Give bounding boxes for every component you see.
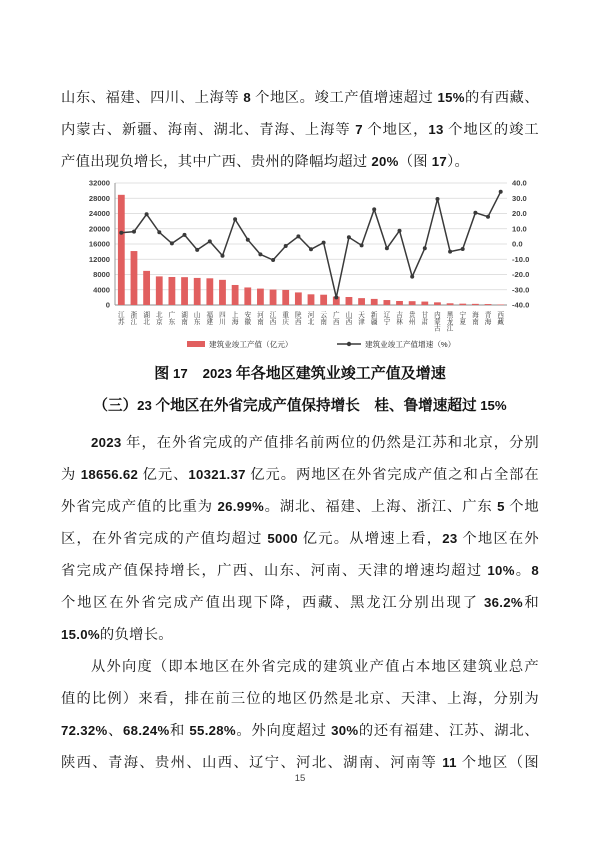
- x-axis-label: 东: [193, 318, 201, 326]
- x-axis-label: 江: [269, 312, 277, 319]
- figure-caption: 图 17 2023 年各地区建筑业竣工产值及增速: [154, 366, 446, 382]
- body-paragraph-1: [61, 82, 539, 178]
- bar: [472, 304, 479, 305]
- x-axis-label: 天: [358, 312, 365, 319]
- x-axis-label: 宁: [383, 318, 391, 326]
- bar: [118, 195, 125, 305]
- line-point: [246, 238, 250, 242]
- bar: [485, 304, 492, 305]
- text-line: 陕西、青海、贵州、山西、辽宁、河北、湖南、河南等 11 个地区（图: [61, 755, 539, 771]
- bar: [257, 289, 264, 305]
- x-axis-label: 黑: [446, 312, 454, 319]
- page-number: 15: [294, 773, 306, 784]
- bar: [358, 298, 365, 305]
- x-axis-label: 四: [219, 312, 226, 319]
- x-axis-label: 新: [370, 312, 378, 319]
- line-point: [296, 234, 300, 238]
- bar: [270, 290, 277, 305]
- right-axis-tick: -30.0: [512, 285, 530, 295]
- x-axis-label: 夏: [459, 318, 467, 326]
- text-line: 为 18656.62 亿元、10321.37 亿元。两地区在外省完成产值之和占全部在: [61, 467, 539, 483]
- x-axis-label: 蒙: [434, 318, 441, 326]
- x-axis-label: 津: [358, 318, 365, 326]
- x-axis-label: 安: [244, 312, 252, 319]
- x-axis-label: 北: [143, 318, 150, 326]
- figure-17: [61, 179, 539, 385]
- line-point: [436, 197, 440, 201]
- left-axis-tick: 4000: [93, 285, 110, 295]
- x-axis-label: 苏: [118, 318, 125, 326]
- line-point: [473, 211, 477, 215]
- left-axis-tick: 0: [105, 300, 110, 310]
- x-axis-label: 内: [434, 312, 441, 319]
- line-point: [309, 247, 313, 251]
- line-point: [145, 212, 149, 216]
- right-axis-tick: 30.0: [512, 193, 527, 203]
- x-axis-label: 辽: [383, 312, 391, 319]
- right-axis-tick: 10.0: [512, 224, 527, 234]
- right-axis-tick: -10.0: [512, 254, 530, 264]
- x-axis-label: 湖: [181, 312, 188, 319]
- x-axis-label: 河: [257, 312, 264, 319]
- x-axis-label: 江: [446, 325, 454, 333]
- line-point: [183, 233, 187, 237]
- bar: [131, 251, 138, 305]
- x-axis-label: 云: [320, 312, 327, 319]
- x-axis-label: 江: [118, 312, 125, 319]
- legend-bar-label: 建筑业竣工产值（亿元）: [209, 340, 293, 349]
- x-axis-label: 龙: [446, 318, 454, 326]
- bar: [497, 305, 504, 306]
- growth-line: [121, 192, 500, 298]
- x-axis-label: 河: [307, 312, 315, 319]
- text-line: 省完成产值保持增长，广西、山东、河南、天津的增速均超过 10%。8: [61, 563, 539, 579]
- bar: [320, 295, 327, 305]
- x-axis-label: 东: [168, 318, 176, 326]
- left-axis-tick: 32000: [88, 179, 110, 188]
- right-axis-tick: -20.0: [512, 270, 530, 280]
- line-point: [208, 239, 212, 243]
- x-axis-label: 南: [181, 318, 188, 326]
- text-line: 内蒙古、新疆、海南、湖北、青海、上海等 7 个地区，13 个地区的竣工: [61, 122, 539, 138]
- text-line: 外省完成产值的比重为 26.99%。湖北、福建、上海、浙江、广东 5 个地: [61, 499, 539, 515]
- line-point: [157, 230, 161, 234]
- bar: [308, 294, 315, 305]
- body-paragraph-2: [61, 427, 539, 651]
- line-point: [398, 229, 402, 233]
- x-axis-label: 林: [396, 318, 403, 326]
- left-axis-tick: 20000: [88, 224, 110, 234]
- x-axis-label: 肃: [421, 318, 429, 326]
- x-axis-label: 南: [472, 318, 479, 326]
- bar: [409, 301, 416, 305]
- right-axis-tick: 20.0: [512, 209, 527, 219]
- line-point: [271, 258, 275, 262]
- line-point: [499, 190, 503, 194]
- line-point: [448, 250, 452, 254]
- x-axis-label: 海: [472, 312, 479, 319]
- left-axis-tick: 12000: [88, 254, 110, 264]
- bar: [459, 304, 466, 305]
- x-axis-label: 京: [155, 318, 163, 326]
- line-point: [372, 207, 376, 211]
- bar: [156, 276, 163, 305]
- x-axis-label: 西: [295, 318, 302, 326]
- legend-line-marker: [347, 342, 351, 346]
- bar: [232, 285, 239, 305]
- line-point: [334, 295, 338, 299]
- bar: [206, 278, 213, 305]
- bar: [346, 297, 353, 305]
- x-axis-label: 南: [257, 318, 264, 326]
- x-axis-label: 西: [345, 318, 353, 326]
- bar: [421, 302, 428, 305]
- line-point: [284, 244, 288, 248]
- bar: [143, 271, 150, 305]
- line-point: [410, 275, 414, 279]
- bar: [282, 290, 289, 305]
- body-paragraph-3: [61, 651, 539, 779]
- legend-line-label: 建筑业竣工产值增速（%）: [365, 340, 456, 349]
- line-point: [132, 230, 136, 234]
- x-axis-label: 湖: [143, 312, 150, 319]
- line-point: [347, 235, 351, 239]
- bar: [396, 301, 403, 305]
- bar-line-chart: [61, 179, 561, 358]
- bar: [169, 277, 176, 305]
- x-axis-label: 海: [231, 318, 239, 326]
- bar: [434, 302, 441, 305]
- legend-bar-swatch: [187, 341, 205, 347]
- x-axis-label: 福: [206, 312, 214, 319]
- x-axis-label: 建: [206, 318, 214, 326]
- x-axis-label: 疆: [370, 318, 378, 326]
- bar: [244, 287, 251, 305]
- line-point: [258, 252, 262, 256]
- line-point: [461, 247, 465, 251]
- bar: [383, 300, 390, 305]
- text-line: 72.32%、68.24%和 55.28%。外向度超过 30%的还有福建、江苏、湖北、: [61, 723, 539, 739]
- x-axis-label: 庆: [282, 318, 290, 326]
- x-axis-label: 西: [497, 312, 504, 319]
- x-axis-label: 西: [332, 318, 340, 326]
- bar: [194, 278, 201, 305]
- line-point: [385, 246, 389, 250]
- x-axis-label: 北: [155, 312, 163, 319]
- x-axis-label: 海: [484, 318, 492, 326]
- x-axis-label: 北: [307, 318, 315, 326]
- left-axis-tick: 28000: [88, 193, 110, 203]
- right-axis-tick: 0.0: [512, 239, 523, 249]
- bar: [371, 299, 378, 305]
- x-axis-label: 重: [282, 312, 290, 319]
- line-point: [423, 246, 427, 250]
- x-axis-label: 南: [320, 318, 327, 326]
- text-line: 15.0%的负增长。: [61, 627, 173, 643]
- left-axis-tick: 16000: [88, 239, 110, 249]
- line-point: [233, 217, 237, 221]
- x-axis-label: 上: [231, 312, 239, 319]
- text-line: 山东、福建、四川、上海等 8 个地区。竣工产值增速超过 15%的有西藏、: [61, 90, 539, 106]
- x-axis-label: 宁: [459, 312, 467, 319]
- x-axis-label: 浙: [130, 312, 138, 319]
- bar: [219, 280, 226, 305]
- line-point: [486, 215, 490, 219]
- x-axis-label: 山: [193, 312, 201, 319]
- x-axis-label: 山: [345, 312, 353, 319]
- x-axis-label: 贵: [408, 312, 416, 319]
- x-axis-label: 徽: [244, 318, 252, 326]
- x-axis-label: 陕: [295, 312, 302, 319]
- left-axis-tick: 8000: [93, 270, 110, 280]
- text-line: 值的比例）来看，排在前三位的地区仍然是北京、天津、上海，分别为: [61, 691, 539, 707]
- line-point: [195, 248, 199, 252]
- x-axis-label: 古: [434, 325, 441, 333]
- x-axis-label: 藏: [497, 318, 504, 326]
- x-axis-label: 吉: [396, 312, 403, 319]
- section-heading: （三）23 个地区在外省完成产值保持增长 桂、鲁增速超过 15%: [93, 398, 507, 414]
- x-axis-label: 江: [130, 318, 138, 326]
- text-line: 从外向度（即本地区在外省完成的建筑业产值占本地区建筑业总产: [91, 659, 539, 675]
- text-line: 2023 年，在外省完成的产值排名前两位的仍然是江苏和北京，分别: [91, 435, 539, 451]
- x-axis-label: 青: [484, 312, 492, 319]
- text-line: 个地区在外省完成产值出现下降，西藏、黑龙江分别出现了 36.2%和: [61, 595, 539, 611]
- x-axis-label: 甘: [421, 312, 429, 319]
- x-axis-label: 广: [332, 312, 340, 319]
- line-point: [360, 243, 364, 247]
- line-point: [221, 254, 225, 258]
- right-axis-tick: -40.0: [512, 300, 530, 310]
- bar: [447, 303, 454, 305]
- bar: [295, 292, 302, 305]
- line-point: [322, 241, 326, 245]
- text-line: 产值出现负增长，其中广西、贵州的降幅均超过 20%（图 17）。: [61, 154, 470, 170]
- x-axis-label: 川: [219, 318, 226, 326]
- line-point: [170, 241, 174, 245]
- line-point: [119, 231, 123, 235]
- x-axis-label: 西: [269, 318, 277, 326]
- left-axis-tick: 24000: [88, 209, 110, 219]
- x-axis-label: 州: [408, 318, 416, 326]
- chart-svg: [61, 179, 561, 353]
- right-axis-tick: 40.0: [512, 179, 527, 188]
- bar: [181, 277, 188, 305]
- x-axis-label: 广: [168, 312, 176, 319]
- text-line: 区，在外省完成的产值均超过 5000 亿元。从增速上看，23 个地区在外: [61, 531, 539, 547]
